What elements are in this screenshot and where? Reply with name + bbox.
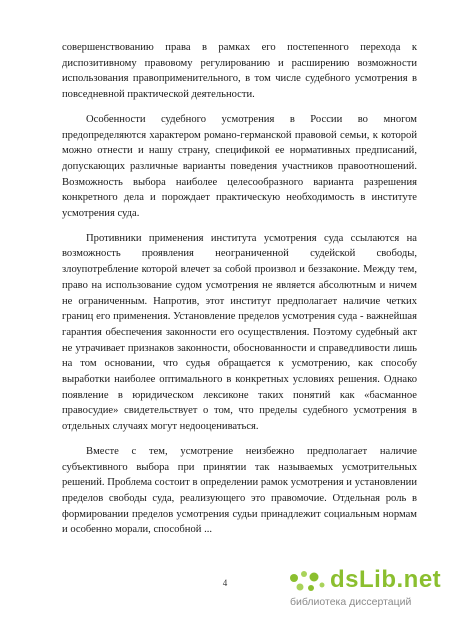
paragraph-4: Вместе с тем, усмотрение неизбежно предполагает наличие субъективного выбора при принятии так называемых усмотрительных решений. Проблема состоит в определении рамок усмотрения и установлении пределов свободы суда, реализующего это правомочие. Отдельная роль в формировании пределов усмотрения судьи принадлежит социальным нормам и особенно морали, способной ...	[62, 445, 417, 536]
document-page	[62, 40, 417, 547]
watermark-brand: dsLib.net	[330, 566, 442, 593]
paragraph-3: Противники применения института усмотрения суда ссылаются на возможность проявления неограниченной судейской свободы, злоупотребление которой влечет за собой произвол и беззаконие. Между тем, право на использование судом усмотрения не является абсолютным и ничем не ограниченным. Напротив, этот институт предполагает наличие четких границ его применения. Установление пределов усмотрения суда - важнейшая гарантия обеспечения законности его осуществления. Поэтому судебный акт не утрачивает признаков законности, обоснованности и справедливости лишь на том основании, что судья обращается к усмотрению, как способу выработки наиболее оптимального в конкретных условиях решения. Однако появление в юридическом лексиконе таких понятий как «басманное правосудие» свидетельствует о том, что пределы судебного усмотрения в отдельных случаях могут недооцениваться.	[62, 232, 417, 433]
watermark-caption: библиотека диссертаций	[290, 596, 412, 608]
page-number: 4	[222, 578, 228, 588]
paragraph-1: совершенствованию права в рамках его постепенного перехода к диспозитивному правовому регулированию и расширению возможности использования правоприменительного, в том числе судебного усмотрения в повседневной практической деятельности.	[62, 42, 417, 101]
paragraph-2: Особенности судебного усмотрения в России во многом предопределяются характером романо-германской правовой семьи, к которой можно отнести и нашу страну, спецификой ее нормативных предписаний, допускающих различные варианты поведения участников правоотношений. Возможность выбора наиболее целесообразного варианта разрешения конкретного дела и порождает практическую необходимость в институте усмотрения суда.	[62, 113, 417, 220]
watermark	[286, 566, 442, 612]
dslib-logo-icon	[286, 568, 328, 598]
